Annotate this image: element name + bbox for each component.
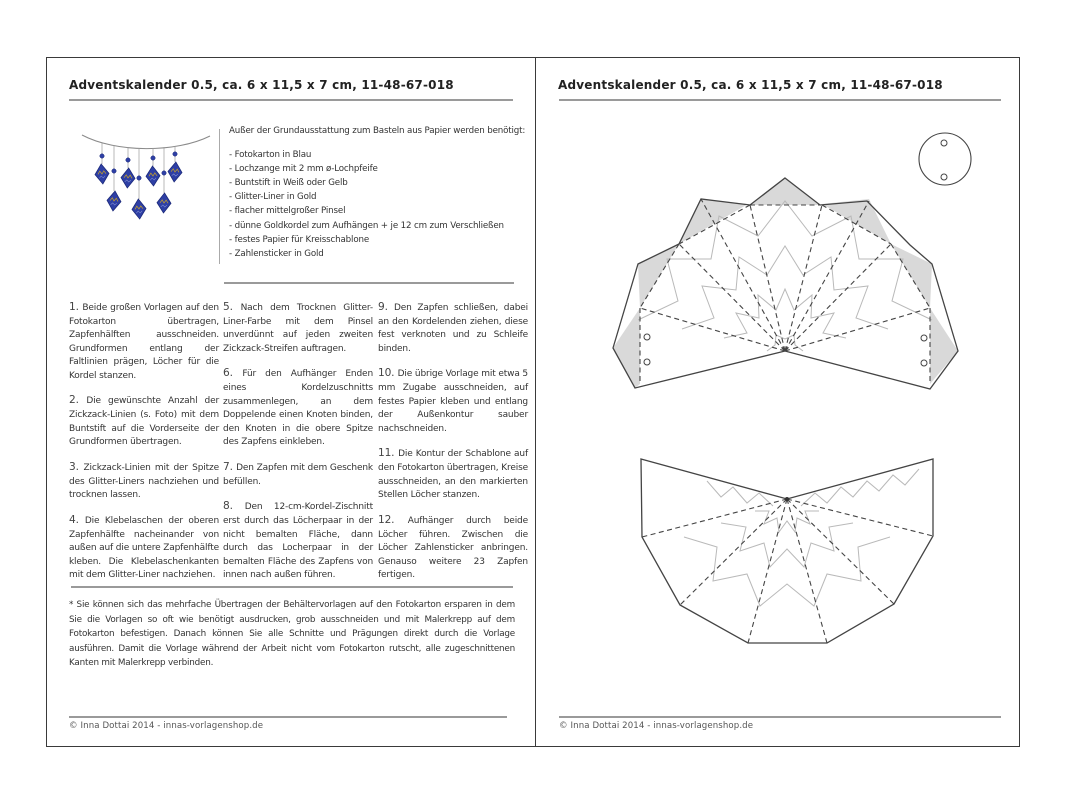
instruction-step: 5. Nach dem Trocknen Glitter-Liner-Farbe mit dem Pinsel unverdünnt auf jeden zweiten Zickzack-Streifen auftragen.	[223, 301, 373, 354]
material-item: - Lochzange mit 2 mm ø-Lochpfeife	[229, 164, 378, 175]
step-number: 12.	[378, 513, 408, 526]
instruction-step: 11. Die Kontur der Schablone auf den Fotokarton übertragen, Kreise ausschneiden, an den markierten Stellen Löcher stanzen.	[378, 447, 528, 501]
step-number: 8.	[223, 500, 245, 513]
zigzag-decor-lines	[638, 201, 932, 351]
instruction-step: 6. Für den Aufhänger Enden eines Kordelzuschnitts zusammenlegen, an dem Doppelende einen Knoten binden, den Knoten in die obere Spitze des Zapfens einkleben.	[223, 367, 373, 448]
instruction-step: 2. Die gewünschte Anzahl der Zickzack-Linien (s. Foto) mit dem Buntstift auf die Vorderseite der Grundformen übertragen.	[69, 394, 220, 448]
photo-divider	[219, 129, 220, 264]
instructions-column-1	[69, 300, 219, 593]
footnote: * Sie können sich das mehrfache Übertragen der Behältervorlagen auf den Fotokarton ersparen in dem Sie die Vorlagen so oft wie benötigt ausdrucken, grob ausschneiden und mit Malerkrepp auf dem Fotokarton befestigen. Danach können Sie alle Schnitte und Prägungen direkt durch die Vorlage ausführen. Damit die Vorlage während der Arbeit nicht vom Fotokarton rutscht, alle zugeschnittenen Kanten mit Malerkrepp verbinden.	[69, 600, 515, 668]
ornaments-photo	[76, 123, 216, 249]
blue-diamond-ornaments	[94, 161, 183, 219]
page-title: Adventskalender 0.5, ca. 6 x 11,5 x 7 cm, 11-48-67-018	[69, 78, 454, 92]
zigzag-decor-lines	[684, 469, 919, 606]
footer-rule	[69, 716, 507, 718]
instruction-step: 10. Die übrige Vorlage mit etwa 5 mm Zugabe ausschneiden, auf festes Papier kleben und entlang der Außenkontur sauber nachschneiden.	[378, 367, 528, 434]
material-item: - Zahlensticker in Gold	[229, 248, 324, 259]
step-number: 2.	[69, 394, 87, 407]
material-item: - dünne Goldkordel zum Aufhängen + je 12 cm zum Verschließen	[229, 220, 504, 231]
material-item: - Glitter-Liner in Gold	[229, 192, 317, 203]
templates-diagram	[546, 118, 1016, 718]
instruction-step: 12. Aufhänger durch beide Löcher führen. Zwischen die Löcher Zahlensticker anbringen. Genauso weitere 23 Zapfen fertigen.	[378, 513, 528, 581]
material-item: - Fotokarton in Blau	[229, 150, 312, 161]
step-number: 6.	[223, 367, 243, 380]
left-page	[46, 57, 536, 747]
footer-rule	[559, 716, 1001, 718]
materials-intro: Außer der Grundausstattung zum Basteln aus Papier werden benötigt:	[229, 126, 526, 136]
glue-tabs	[613, 178, 958, 388]
instructions-column-3	[378, 300, 528, 593]
instruction-step: 3. Zickzack-Linien mit der Spitze des Glitter-Liners nachziehen und trocknen lassen.	[69, 460, 219, 501]
material-item: - flacher mittelgroßer Pinsel	[229, 206, 346, 217]
instruction-step: 4. Die Klebelaschen der oberen Zapfenhälfte nacheinander von außen auf die untere Zapfenhälfte kleben. Die Klebelaschenkanten mit dem Glitter-Liner nachziehen.	[69, 513, 219, 581]
step-number: 5.	[223, 301, 241, 313]
page-title: Adventskalender 0.5, ca. 6 x 11,5 x 7 cm, 11-48-67-018	[558, 78, 943, 92]
materials-separator	[224, 282, 514, 284]
step-number: 7.	[223, 460, 237, 473]
cut-outline	[613, 178, 958, 389]
instruction-step: 7. Den Zapfen mit dem Geschenk befüllen.	[223, 460, 373, 487]
materials-list	[229, 124, 529, 261]
material-item: - festes Papier für Kreisschablone	[229, 234, 370, 245]
instruction-step: 8. Den 12-cm-Kordel-Zischnitt erst durch das Löcherpaar in der nicht bemalten Fläche, dann durch das Locherpaar in der bemalten Fläche des Zapfens von innen nach außen führen.	[223, 500, 373, 581]
fold-lines	[642, 499, 933, 643]
instruction-step: 1. Beide großen Vorlagen auf den Fotokarton übertragen, Zapfenhälften ausschneiden. Grundformen entlang der Faltlinien prägen, Löcher für die Kordel stanzen.	[69, 301, 219, 381]
step-number: 3.	[69, 460, 84, 473]
punch-hole	[941, 140, 947, 146]
title-underline	[559, 99, 1001, 101]
material-item: - Buntstift in Weiß oder Gelb	[229, 178, 348, 189]
step-number: 4.	[69, 513, 85, 526]
title-underline	[69, 99, 513, 101]
instruction-step: 9. Den Zapfen schließen, dabei an den Kordelenden ziehen, diese fest verknoten und zu Schleife binden.	[378, 301, 528, 354]
step-number: 9.	[378, 301, 394, 313]
step-number: 10.	[378, 367, 398, 380]
footnote-separator	[71, 586, 513, 588]
footer-text: © Inna Dottai 2014 - innas-vorlagenshop.de	[559, 721, 754, 731]
right-page	[535, 57, 1020, 747]
footer-text: © Inna Dottai 2014 - innas-vorlagenshop.de	[69, 721, 264, 731]
upper-cone-template	[613, 178, 958, 389]
step-number: 11.	[378, 447, 399, 460]
step-number: 1.	[69, 301, 83, 313]
cord-beads	[100, 152, 177, 180]
cut-outline	[641, 459, 933, 643]
apex-point	[785, 497, 789, 501]
materials-items	[229, 148, 529, 261]
circle-template	[919, 133, 971, 185]
instructions-column-2	[223, 300, 373, 593]
lower-cone-template	[641, 459, 933, 643]
punch-hole	[941, 174, 947, 180]
garland-cord	[82, 135, 210, 149]
fold-lines	[640, 199, 930, 384]
